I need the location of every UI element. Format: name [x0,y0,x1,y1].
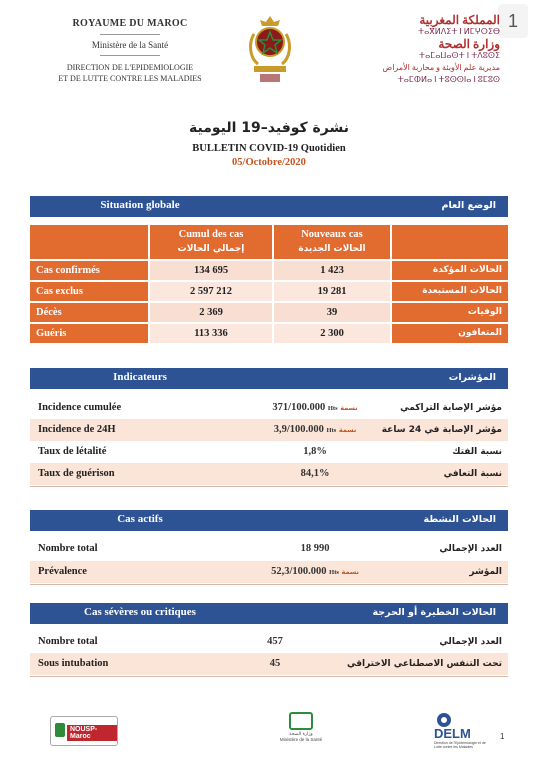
actifs-label: Prévalence [38,566,87,577]
section-title-fr: Indicateurs [113,371,167,383]
row-label-ar: الحالات المستبعدة [392,282,508,301]
header-cell-new [274,225,390,259]
ministry-logo-fr: Ministère de la Santé [279,737,323,742]
logo-text: NOUSP-Maroc [67,725,117,741]
ministry-emblem [289,712,313,730]
indicator-label-ar: نسبة الفتك [452,447,502,457]
indicator-value: 1,8% [303,446,327,457]
actifs-label-ar: العدد الإجمالي [439,544,502,554]
table-row [30,282,508,301]
direction-label-2: ET DE LUTTE CONTRE LES MALADIES [58,74,202,83]
table-header-row [30,225,508,259]
indicator-label-ar: نسبة التعافي [443,469,502,479]
severes-label-ar: تحت التنفس الاصطناعي الاختراقي [347,659,502,669]
direction-label-1: DIRECTION DE L'EPIDEMIOLOGIE [66,63,194,72]
indicator-row [30,419,508,441]
indicator-label: Incidence de 24H [38,424,116,435]
value-text: 371/100.000 [272,402,326,413]
section-title-fr: Situation globale [100,199,180,211]
ministry-logo [276,712,326,748]
unit-text: Hts [326,427,337,434]
ministry-logo-ar: وزارة الصحة [289,732,313,737]
unit-text-ar: نسمة [341,568,359,576]
actifs-row [30,538,508,560]
section-title-fr: Cas sévères ou critiques [84,606,196,618]
divider [100,34,160,35]
unit-text-ar: نسمة [338,426,357,434]
indicator-value: 84,1% [300,468,330,479]
cell-new: 1 423 [274,261,390,280]
table-row [30,303,508,322]
section-title-fr: Cas actifs [117,513,163,525]
ministry-label-ar: وزارة الصحة [438,37,500,51]
actifs-value [230,561,400,584]
header-cell-empty [30,225,148,259]
indicator-value [230,397,400,420]
col-new-fr: Nouveaux cas [301,229,363,240]
bulletin-title-fr: BULLETIN COVID-19 Quotidien [192,143,346,154]
page-number-badge: 1 [498,4,528,38]
section-bar-actifs [30,510,508,531]
cell-new: 39 [274,303,390,322]
kingdom-label: ROYAUME DU MAROC [72,18,188,29]
indicator-value [230,419,400,442]
header-arabic [360,14,500,86]
cell-cumul: 2 369 [150,303,272,322]
col-cumul-ar: إجمالي الحالات [177,244,245,254]
indicator-label-ar: مؤشر الإصابة التراكمي [400,403,502,413]
delm-logo [432,712,494,748]
nousp-logo [50,716,118,746]
severes-value: 45 [269,658,281,669]
section-title-ar: الوضع العام [441,200,496,211]
indicator-label: Taux de guérison [38,468,115,479]
col-new-ar: الحالات الجديدة [298,244,366,254]
header-cell-empty [392,225,508,259]
unit-text-ar: نسمة [340,404,358,412]
section-bar-severes [30,603,508,624]
actifs-label-ar: المؤشر [469,567,502,577]
footer-page-number: 1 [500,732,505,741]
section-title-ar: الحالات الخطيرة أو الحرجة [372,607,496,618]
bulletin-date: 05/Octobre/2020 [232,157,306,168]
divider [30,486,508,487]
value-text: 52,3/100.000 [271,566,327,577]
actifs-label: Nombre total [38,543,98,554]
unit-text: Hts [327,405,338,412]
direction-label-ar: مديرية علم الأوبئة و محاربة الأمراض [382,63,500,72]
severes-row [30,631,508,653]
row-label: Cas exclus [30,282,148,301]
indicator-row [30,441,508,463]
col-cumul-fr: Cumul des cas [178,229,244,240]
actifs-row [30,561,508,583]
bulletin-title-ar: نشرة كوفيد–19 اليومية [188,120,350,136]
row-label: Décès [30,303,148,322]
header-french [30,18,230,84]
section-title-ar: المؤشرات [448,372,496,383]
section-bar-situation [30,196,508,217]
divider [100,55,160,56]
coat-of-arms-logo [248,14,292,86]
row-label-ar: الوفيات [392,303,508,322]
severes-label-ar: العدد الإجمالي [439,637,502,647]
indicator-label: Incidence cumulée [38,402,122,413]
severes-label: Sous intubation [38,658,109,669]
divider [30,676,508,677]
kingdom-label-tifinagh: ⵜⴰⴳⵍⴷⵉⵜ ⵏ ⵍⵎⵖⵔⵉⴱ [417,27,500,36]
table-row [30,324,508,343]
severes-value: 457 [267,636,283,647]
row-label: Cas confirmés [30,261,148,280]
unit-text: Hts [329,569,339,576]
ministry-label: Ministère de la Santé [91,40,169,50]
indicator-row [30,397,508,419]
value-text: 3,9/100.000 [273,424,324,435]
direction-label-tifinagh: ⵜⴰⵎⵀⵍⴰ ⵏ ⵜⵓⵙⵙⵏⴰ ⵏ ⵓⵎⵓⵙ [397,75,500,84]
section-title-ar: الحالات النشطة [423,514,496,525]
logo-mark [55,723,65,737]
cell-cumul: 2 597 212 [150,282,272,301]
severes-label: Nombre total [38,636,98,647]
cell-cumul: 134 695 [150,261,272,280]
indicator-label-ar: مؤشر الإصابة في 24 ساعة [381,425,502,435]
kingdom-label-ar: المملكة المغربية [419,13,500,27]
severes-row [30,653,508,675]
actifs-value: 18 990 [300,543,330,554]
cell-cumul: 113 336 [150,324,272,343]
divider [30,584,508,585]
row-label: Guéris [30,324,148,343]
row-label-ar: المتعافون [392,324,508,343]
ministry-label-tifinagh: ⵜⴰⵎⴰⵡⴰⵙⵜ ⵏ ⵜⴷⵓⵙⵉ [418,51,500,60]
table-row [30,261,508,280]
row-label-ar: الحالات المؤكدة [392,261,508,280]
indicator-row [30,463,508,485]
indicator-label: Taux de létalité [38,446,107,457]
delm-logo-text: DELM [434,726,471,741]
cell-new: 19 281 [274,282,390,301]
cell-new: 2 300 [274,324,390,343]
header-cell-cumul [150,225,272,259]
delm-logo-subtitle: Direction de l'Epidémiologie et de Lutte contre les Maladies [434,741,486,749]
section-bar-indicateurs [30,368,508,389]
